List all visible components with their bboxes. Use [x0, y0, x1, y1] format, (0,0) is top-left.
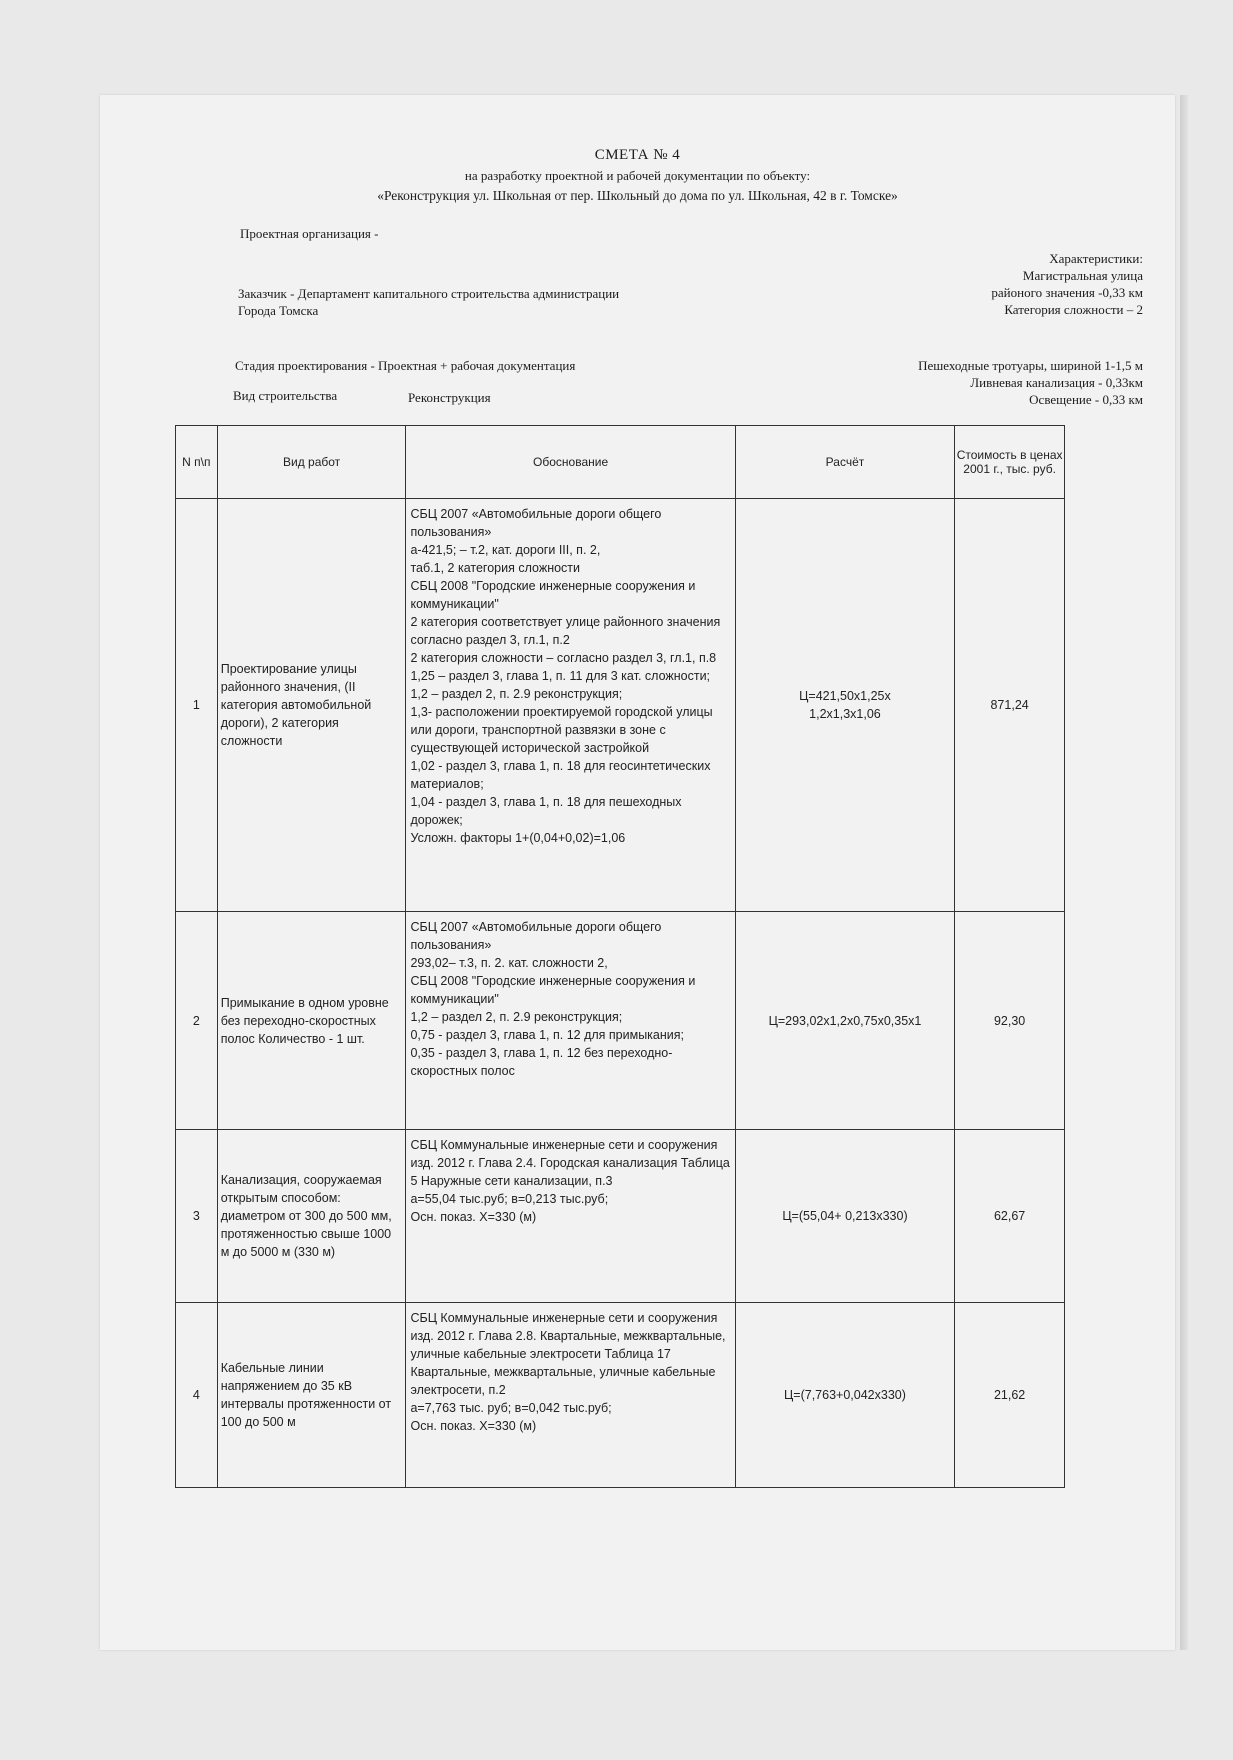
basis-line: Усложн. факторы 1+(0,04+0,02)=1,06	[410, 831, 626, 845]
row-cost: 92,30	[955, 912, 1065, 1130]
row-calculation	[735, 499, 955, 912]
table-row	[176, 1130, 1065, 1303]
basis-line: СБЦ 2008 "Городские инженерные сооружения и коммуникации"	[410, 974, 696, 1006]
characteristic-line: районого значения -0,33 км	[991, 285, 1143, 300]
basis-line: СБЦ 2008 "Городские инженерные сооружения и коммуникации"	[410, 579, 696, 611]
row-basis	[406, 912, 735, 1130]
header-calculation: Расчёт	[735, 426, 955, 499]
table-row	[176, 1303, 1065, 1488]
characteristic-line: Характеристики:	[1049, 251, 1143, 266]
row-basis	[406, 1303, 735, 1488]
header-number: N п\п	[176, 426, 218, 499]
table-row	[176, 499, 1065, 912]
header-basis: Обоснование	[406, 426, 735, 499]
basis-line: 2 категория соответствует улице районного значения согласно раздел 3, гл.1, п.2	[410, 615, 721, 647]
calc-line: 1,2х1,3х1,06	[809, 707, 881, 721]
customer-line: Заказчик - Департамент капитального строительства администрации	[238, 286, 620, 301]
row-number: 3	[176, 1130, 218, 1303]
document-page	[100, 95, 1175, 1650]
characteristic-line: Магистральная улица	[1022, 268, 1143, 283]
row-cost: 21,62	[955, 1303, 1065, 1488]
header-cost: Стоимость в ценах 2001 г., тыс. руб.	[955, 426, 1065, 499]
table-row	[176, 912, 1065, 1130]
construction-type-value: Реконструкция	[408, 390, 491, 405]
document-title: СМЕТА № 4	[594, 147, 681, 163]
row-cost: 62,67	[955, 1130, 1065, 1303]
basis-line: а=55,04 тыс.руб; в=0,213 тыс.руб;	[410, 1192, 609, 1206]
row-number: 4	[176, 1303, 218, 1488]
object-name: «Реконструкция ул. Школьная от пер. Школьный до дома по ул. Школьная, 42 в г. Томске»	[377, 188, 898, 203]
basis-line: СБЦ Коммунальные инженерные сети и сооружения изд. 2012 г. Глава 2.4. Городская канализация Таблица 5 Наружные сети канализации, п.3	[410, 1138, 730, 1188]
basis-line: а-421,5; – т.2, кат. дороги III, п. 2,	[410, 543, 601, 557]
row-basis	[406, 499, 735, 912]
characteristic-line: Категория сложности – 2	[1004, 302, 1143, 317]
construction-type-label: Вид строительства	[233, 388, 338, 403]
basis-line: Осн. показ. Х=330 (м)	[410, 1419, 537, 1433]
estimate-table	[175, 425, 1065, 1488]
row-work-type: Проектирование улицы районного значения, (II категория автомобильной дороги), 2 категория сложности	[217, 499, 406, 912]
basis-line: 1,02 - раздел 3, глава 1, п. 18 для геосинтетических материалов;	[410, 759, 711, 791]
row-calculation	[735, 1303, 955, 1488]
basis-line: СБЦ 2007 «Автомобильные дороги общего пользования»	[410, 507, 662, 539]
calc-line: Ц=421,50х1,25х	[799, 689, 891, 703]
basis-line: 0,35 - раздел 3, глава 1, п. 12 без переходно-скоростных полос	[410, 1046, 673, 1078]
row-work-type: Примыкание в одном уровне без переходно-скоростных полос Количество - 1 шт.	[217, 912, 406, 1130]
row-basis	[406, 1130, 735, 1303]
title-block	[100, 147, 1175, 204]
characteristics-main	[991, 250, 1143, 318]
basis-line: Осн. показ. Х=330 (м)	[410, 1210, 537, 1224]
customer	[238, 285, 758, 319]
basis-line: СБЦ Коммунальные инженерные сети и сооружения изд. 2012 г. Глава 2.8. Квартальные, межквартальные, уличные кабельные электросети Таблица 17 Квартальные, межквартальные, уличные кабельные электросети, п.2	[410, 1311, 726, 1397]
row-number: 2	[176, 912, 218, 1130]
basis-line: а=7,763 тыс. руб; в=0,042 тыс.руб;	[410, 1401, 612, 1415]
basis-line: 0,75 - раздел 3, глава 1, п. 12 для примыкания;	[410, 1028, 684, 1042]
customer-line: Города Томска	[238, 303, 319, 318]
row-work-type: Канализация, сооружаемая открытым способом: диаметром от 300 до 500 мм, протяженностью свыше 1000 м до 5000 м (330 м)	[217, 1130, 406, 1303]
basis-line: 1,3- расположении проектируемой городской улицы или дороги, транспортной развязки в зоне с существующей исторической застройкой	[410, 705, 713, 755]
basis-line: 1,04 - раздел 3, глава 1, п. 18 для пешеходных дорожек;	[410, 795, 682, 827]
characteristics-extra	[918, 357, 1143, 408]
basis-line: 1,2 – раздел 2, п. 2.9 реконструкция;	[410, 1010, 623, 1024]
row-cost: 871,24	[955, 499, 1065, 912]
basis-line: 1,25 – раздел 3, глава 1, п. 11 для 3 кат. сложности;	[410, 669, 711, 683]
basis-line: 1,2 – раздел 2, п. 2.9 реконструкция;	[410, 687, 623, 701]
basis-line: таб.1, 2 категория сложности	[410, 561, 580, 575]
page-edge-shadow	[1180, 95, 1188, 1650]
characteristic-line: Ливневая канализация - 0,33км	[970, 375, 1143, 390]
calc-line: Ц=(7,763+0,042х330)	[784, 1388, 906, 1402]
header-work-type: Вид работ	[217, 426, 406, 499]
design-organization: Проектная организация -	[240, 226, 379, 241]
basis-line: 2 категория сложности – согласно раздел 3, гл.1, п.8	[410, 651, 717, 665]
row-work-type: Кабельные линии напряжением до 35 кВ интервалы протяженности от 100 до 500 м	[217, 1303, 406, 1488]
table-header-row	[176, 426, 1065, 499]
calc-line: Ц=(55,04+ 0,213х330)	[782, 1209, 908, 1223]
construction-type	[233, 387, 491, 405]
row-calculation	[735, 912, 955, 1130]
characteristic-line: Пешеходные тротуары, шириной 1-1,5 м	[918, 358, 1143, 373]
row-number: 1	[176, 499, 218, 912]
calc-line: Ц=293,02х1,2х0,75х0,35х1	[768, 1013, 922, 1028]
document-subtitle: на разработку проектной и рабочей документации по объекту:	[464, 168, 811, 183]
design-stage: Стадия проектирования - Проектная + рабочая документация	[235, 358, 576, 373]
basis-line: СБЦ 2007 «Автомобильные дороги общего пользования»	[410, 920, 662, 952]
characteristic-line: Освещение - 0,33 км	[1029, 392, 1143, 407]
row-calculation	[735, 1130, 955, 1303]
basis-line: 293,02– т.3, п. 2. кат. сложности 2,	[410, 956, 608, 970]
